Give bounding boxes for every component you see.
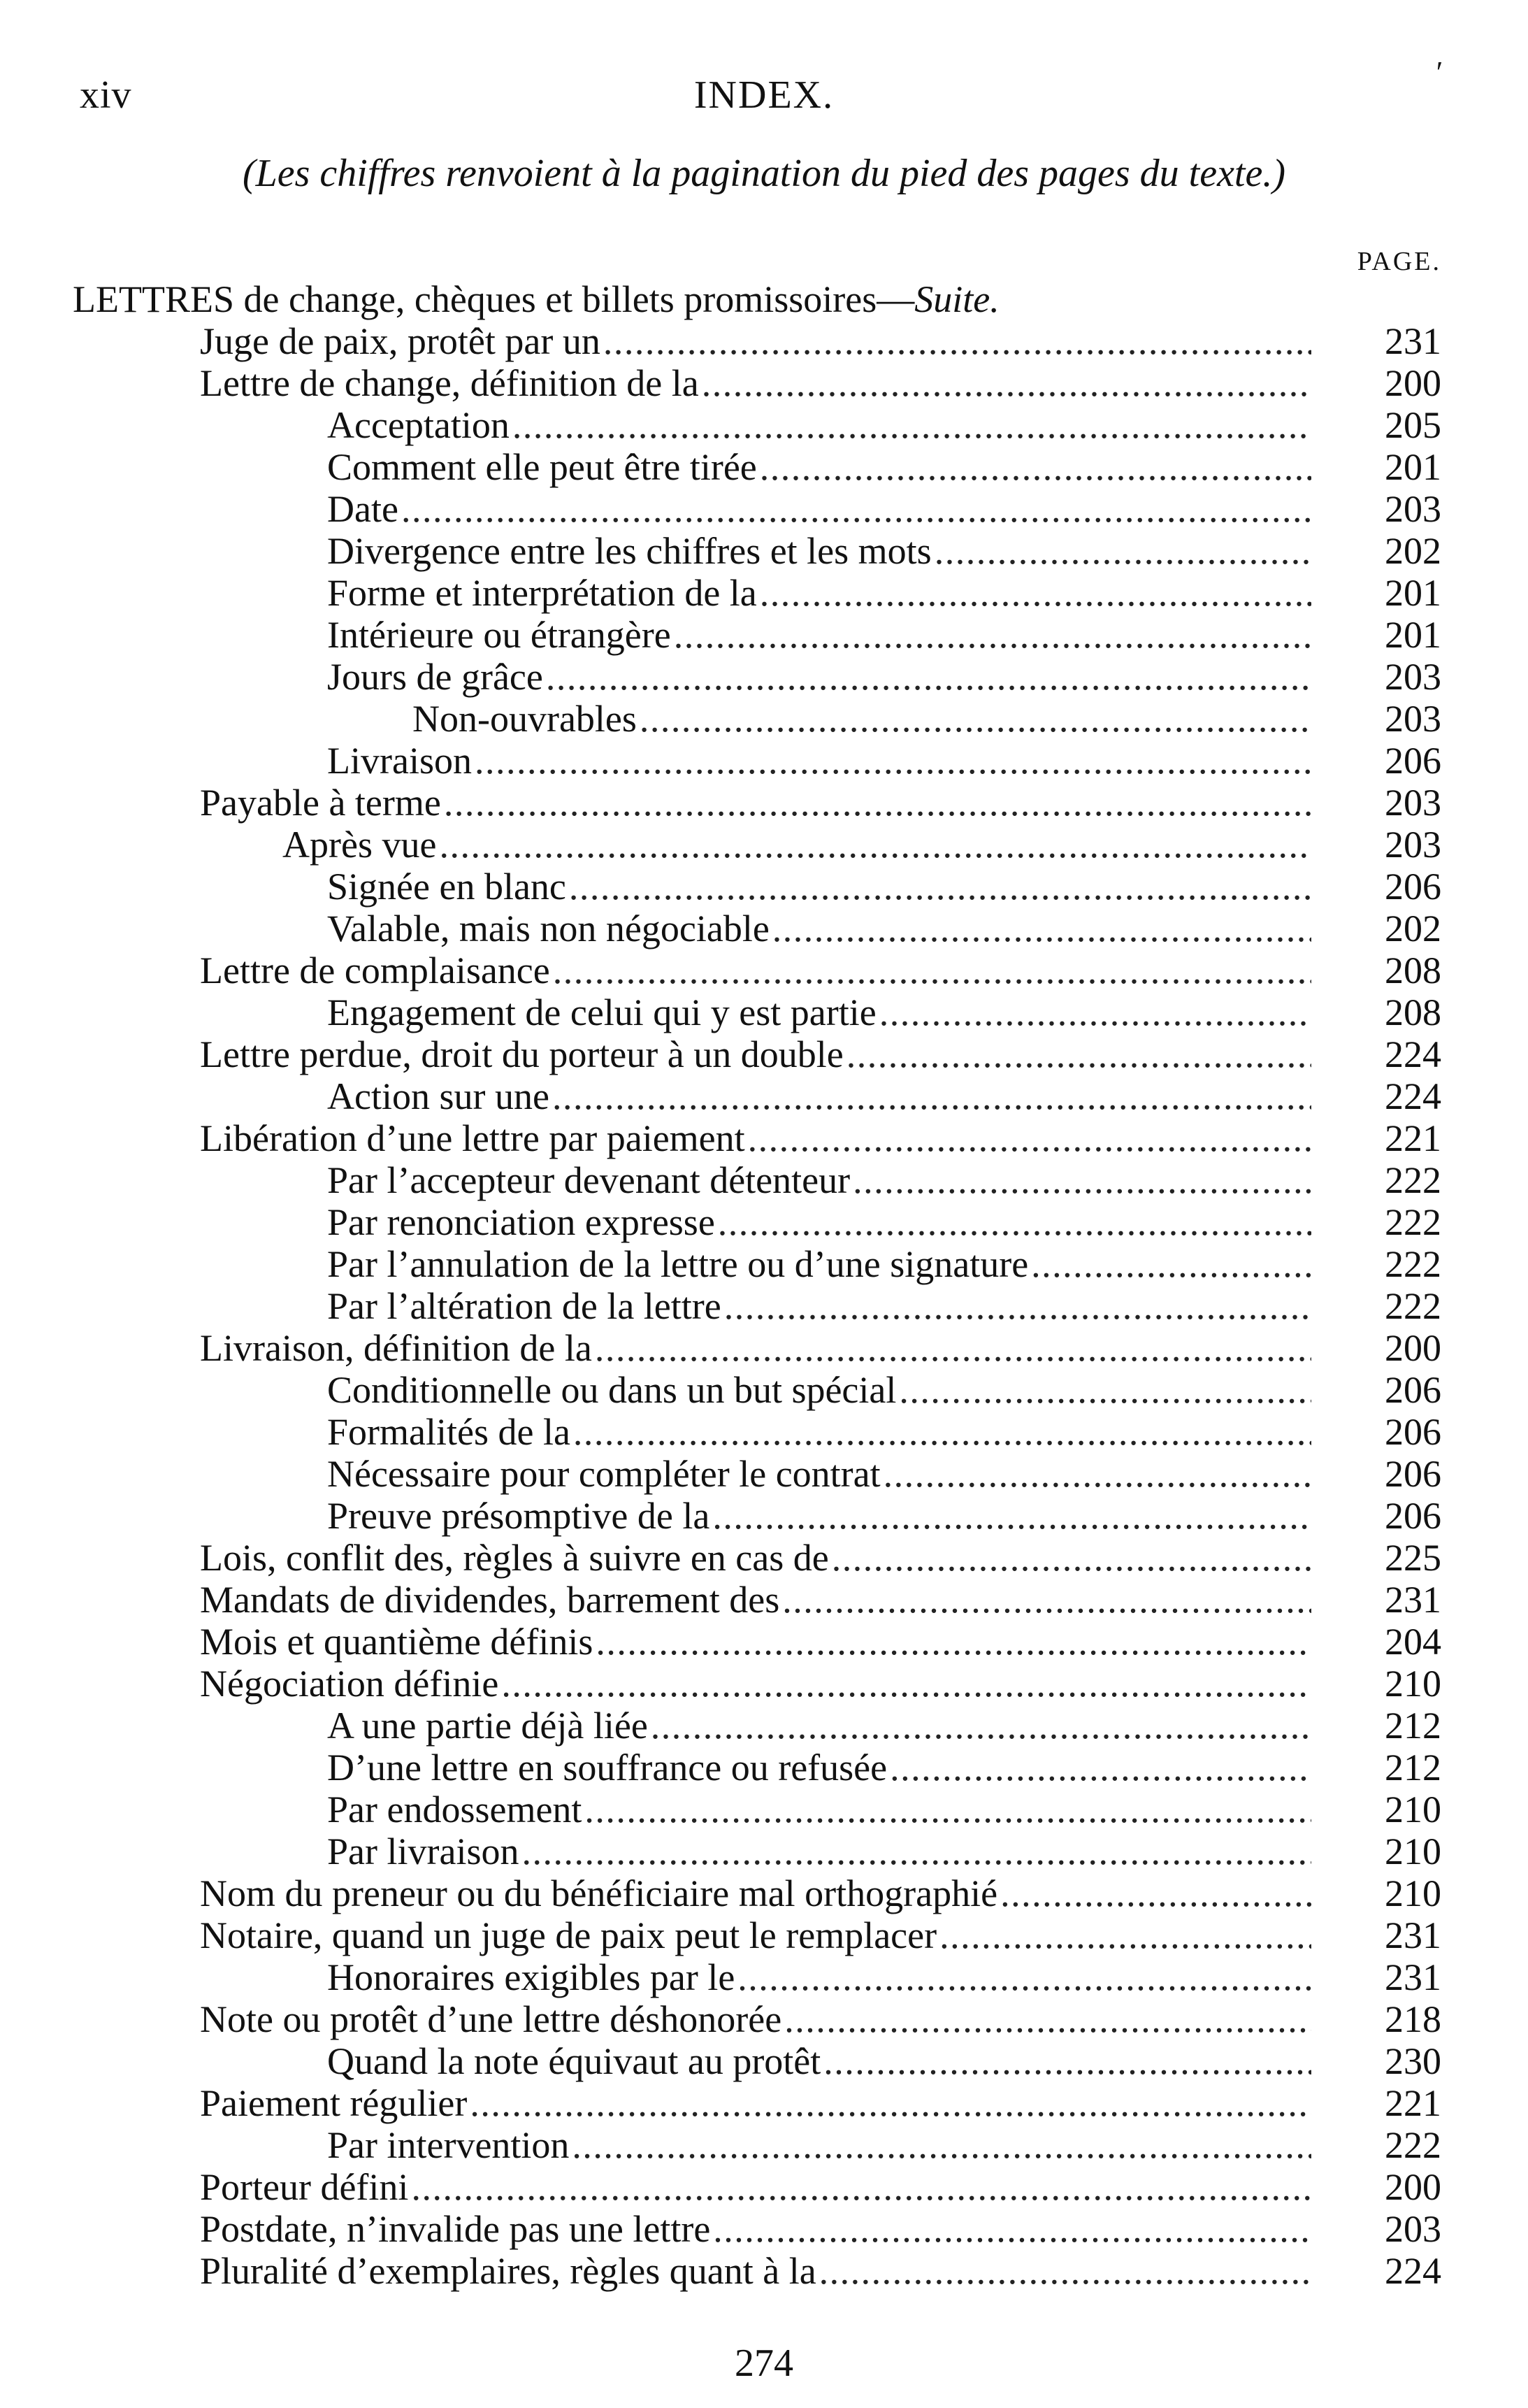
index-entry (0, 320, 1528, 362)
page-column-label: PAGE. (1357, 247, 1441, 276)
entry-label-line (327, 1453, 1311, 1495)
dot-leader (932, 530, 1311, 572)
entry-page-number: 224 (1385, 2250, 1441, 2292)
entry-label-line (327, 1747, 1311, 1789)
entry-label-line (327, 530, 1311, 572)
entry-label: Action sur une (327, 1075, 549, 1117)
entry-label: Paiement régulier (200, 2082, 468, 2124)
index-entry (0, 1285, 1528, 1327)
dot-leader (745, 1117, 1311, 1159)
entry-page-number: 222 (1385, 1285, 1441, 1327)
entry-page-number: 222 (1385, 2124, 1441, 2166)
entry-label-line (200, 1537, 1311, 1579)
entry-label-line (412, 698, 1311, 740)
section-heading-row (0, 278, 1528, 320)
dot-leader (543, 656, 1311, 698)
entry-label-line (327, 1369, 1311, 1411)
index-entry (0, 1914, 1528, 1956)
entry-page-number: 203 (1385, 656, 1441, 698)
entry-page-number: 200 (1385, 1327, 1441, 1369)
page-roman-numeral: xiv (80, 73, 132, 117)
dot-leader (569, 2124, 1311, 2166)
dot-leader (877, 991, 1311, 1033)
dot-leader (721, 1285, 1311, 1327)
entry-page-number: 203 (1385, 2208, 1441, 2250)
index-entry (0, 488, 1528, 530)
entry-label: Par l’altération de la lettre (327, 1285, 721, 1327)
dot-leader (441, 782, 1311, 824)
dot-leader (896, 1369, 1311, 1411)
entry-label-line (327, 1285, 1311, 1327)
index-entry (0, 404, 1528, 446)
entry-label: Valable, mais non négociable (327, 908, 770, 949)
dot-leader (582, 1789, 1311, 1830)
entry-label: Signée en blanc (327, 866, 566, 908)
entry-label-line (200, 1327, 1311, 1369)
entry-page-number: 222 (1385, 1159, 1441, 1201)
index-entry (0, 1789, 1528, 1830)
dot-leader (436, 824, 1311, 866)
dot-leader (398, 488, 1311, 530)
dot-leader (710, 2208, 1311, 2250)
dot-leader (408, 2166, 1311, 2208)
entry-label: Livraison, définition de la (200, 1327, 592, 1369)
entry-label: Intérieure ou étrangère (327, 614, 671, 656)
entry-label-line (327, 1705, 1311, 1747)
dot-leader (779, 1579, 1311, 1621)
entry-label-line (327, 908, 1311, 949)
entry-label-line (200, 1998, 1311, 2040)
entry-label: Conditionnelle ou dans un but spécial (327, 1369, 897, 1411)
entry-label: Acceptation (327, 404, 510, 446)
entry-page-number: 210 (1385, 1830, 1441, 1872)
entry-label: Juge de paix, protêt par un (200, 320, 600, 362)
index-entries (0, 278, 1528, 2292)
entry-page-number: 206 (1385, 1369, 1441, 1411)
entry-label-line (327, 1075, 1311, 1117)
entry-page-number: 208 (1385, 991, 1441, 1033)
index-entry (0, 991, 1528, 1033)
entry-label-line (327, 656, 1311, 698)
entry-label-line (327, 2124, 1311, 2166)
entry-page-number: 206 (1385, 1453, 1441, 1495)
entry-label: Nécessaire pour compléter le contrat (327, 1453, 881, 1495)
entry-label-line (200, 2208, 1311, 2250)
entry-label-line (327, 740, 1311, 782)
index-entry (0, 1537, 1528, 1579)
index-entry (0, 362, 1528, 404)
index-entry (0, 1453, 1528, 1495)
entry-page-number: 201 (1385, 446, 1441, 488)
entry-label-line (327, 1789, 1311, 1830)
index-entry (0, 1033, 1528, 1075)
dot-leader (498, 1663, 1311, 1705)
entry-label: Lettre de complaisance (200, 949, 550, 991)
index-entry (0, 908, 1528, 949)
entry-label-line (327, 1201, 1311, 1243)
page-number: 274 (735, 2342, 793, 2385)
entry-page-number: 210 (1385, 1872, 1441, 1914)
entry-page-number: 203 (1385, 698, 1441, 740)
dot-leader (887, 1747, 1311, 1789)
dot-leader (757, 572, 1311, 614)
index-entry (0, 2124, 1528, 2166)
dot-leader (510, 404, 1311, 446)
entry-label-line (327, 1243, 1311, 1285)
index-entry (0, 1579, 1528, 1621)
entry-label: D’une lettre en souffrance ou refusée (327, 1747, 888, 1789)
section-title: LETTRES de change, chèques et billets promissoires— (73, 278, 915, 320)
index-entry (0, 656, 1528, 698)
entry-label-line (200, 1579, 1311, 1621)
index-entry (0, 2082, 1528, 2124)
entry-page-number: 221 (1385, 2082, 1441, 2124)
entry-label-line (200, 362, 1311, 404)
dot-leader (881, 1453, 1311, 1495)
entry-page-number: 231 (1385, 320, 1441, 362)
entry-page-number: 201 (1385, 614, 1441, 656)
entry-label: Par l’accepteur devenant détenteur (327, 1159, 851, 1201)
entry-label: Non-ouvrables (412, 698, 637, 740)
entry-page-number: 206 (1385, 866, 1441, 908)
entry-label-line (327, 488, 1311, 530)
entry-label: Par intervention (327, 2124, 570, 2166)
entry-label-line (327, 446, 1311, 488)
entry-page-number: 204 (1385, 1621, 1441, 1663)
index-entry (0, 1663, 1528, 1705)
dot-leader (850, 1159, 1311, 1201)
entry-page-number: 202 (1385, 908, 1441, 949)
index-entry (0, 1411, 1528, 1453)
entry-page-number: 203 (1385, 824, 1441, 866)
entry-label: Nom du preneur ou du bénéficiaire mal orthographié (200, 1872, 998, 1914)
entry-label: Note ou protêt d’une lettre déshonorée (200, 1998, 782, 2040)
index-entry (0, 1369, 1528, 1411)
dot-leader (844, 1033, 1311, 1075)
entry-label: Lettre de change, définition de la (200, 362, 699, 404)
index-entry (0, 614, 1528, 656)
dot-leader (709, 1495, 1311, 1537)
entry-label: Notaire, quand un juge de paix peut le remplacer (200, 1914, 937, 1956)
index-entry (0, 949, 1528, 991)
entry-page-number: 210 (1385, 1789, 1441, 1830)
entry-page-number: 208 (1385, 949, 1441, 991)
entry-label: Jours de grâce (327, 656, 543, 698)
entry-page-number: 212 (1385, 1705, 1441, 1747)
entry-page-number: 206 (1385, 740, 1441, 782)
index-entry (0, 1621, 1528, 1663)
entry-page-number: 202 (1385, 530, 1441, 572)
entry-label: Formalités de la (327, 1411, 570, 1453)
entry-label-line (327, 1411, 1311, 1453)
entry-page-number: 200 (1385, 362, 1441, 404)
entry-label-line (200, 320, 1311, 362)
entry-page-number: 231 (1385, 1914, 1441, 1956)
dot-leader (648, 1705, 1311, 1747)
entry-label-line (200, 2250, 1311, 2292)
entry-label: Engagement de celui qui y est partie (327, 991, 877, 1033)
entry-page-number: 212 (1385, 1747, 1441, 1789)
dot-leader (1028, 1243, 1311, 1285)
entry-label: Mandats de dividendes, barrement des (200, 1579, 780, 1621)
index-entry (0, 1830, 1528, 1872)
dot-leader (519, 1830, 1311, 1872)
index-entry (0, 1495, 1528, 1537)
index-entry (0, 2166, 1528, 2208)
dot-leader (770, 908, 1311, 949)
section-suite: Suite. (914, 278, 1000, 320)
index-entry (0, 1243, 1528, 1285)
entry-page-number: 222 (1385, 1201, 1441, 1243)
index-entry (0, 2208, 1528, 2250)
entry-label-line (327, 1495, 1311, 1537)
entry-label: Preuve présomptive de la (327, 1495, 710, 1537)
index-entry (0, 1075, 1528, 1117)
entry-label-line (327, 866, 1311, 908)
entry-label-line (200, 1117, 1311, 1159)
entry-label-line (200, 1663, 1311, 1705)
entry-label-line (200, 1872, 1311, 1914)
entry-page-number: 201 (1385, 572, 1441, 614)
entry-label-line (200, 2082, 1311, 2124)
index-entry (0, 1956, 1528, 1998)
entry-label: Quand la note équivaut au protêt (327, 2040, 821, 2082)
index-entry (0, 1201, 1528, 1243)
dot-leader (550, 949, 1311, 991)
entry-label-line (327, 1956, 1311, 1998)
entry-label: Honoraires exigibles par le (327, 1956, 735, 1998)
entry-label-line (327, 2040, 1311, 2082)
entry-page-number: 206 (1385, 1495, 1441, 1537)
dot-leader (467, 2082, 1311, 2124)
entry-label: Livraison (327, 740, 472, 782)
dot-leader (549, 1075, 1311, 1117)
dot-leader (566, 866, 1311, 908)
entry-page-number: 203 (1385, 782, 1441, 824)
entry-label: Après vue (282, 824, 437, 866)
entry-label: Négociation définie (200, 1663, 499, 1705)
dot-leader (829, 1537, 1311, 1579)
entry-label: Forme et interprétation de la (327, 572, 757, 614)
entry-label: Comment elle peut être tirée (327, 446, 757, 488)
dot-leader (472, 740, 1311, 782)
entry-page-number: 224 (1385, 1033, 1441, 1075)
dot-leader (821, 2040, 1311, 2082)
entry-label-line (327, 404, 1311, 446)
section-heading (73, 278, 1000, 320)
entry-label-line (200, 1621, 1311, 1663)
entry-page-number: 210 (1385, 1663, 1441, 1705)
dot-leader (937, 1914, 1311, 1956)
entry-page-number: 225 (1385, 1537, 1441, 1579)
entry-page-number: 222 (1385, 1243, 1441, 1285)
entry-label-line (282, 824, 1311, 866)
entry-page-number: 200 (1385, 2166, 1441, 2208)
index-entry (0, 1705, 1528, 1747)
index-entry (0, 2040, 1528, 2082)
entry-label-line (327, 991, 1311, 1033)
entry-label: Lettre perdue, droit du porteur à un double (200, 1033, 844, 1075)
index-entry (0, 1117, 1528, 1159)
index-entry (0, 2250, 1528, 2292)
dot-leader (816, 2250, 1311, 2292)
entry-label-line (200, 2166, 1311, 2208)
entry-label-line (200, 1033, 1311, 1075)
entry-label: Par livraison (327, 1830, 519, 1872)
entry-page-number: 230 (1385, 2040, 1441, 2082)
entry-label: Postdate, n’invalide pas une lettre (200, 2208, 711, 2250)
entry-label-line (200, 1914, 1311, 1956)
entry-label: Par endossement (327, 1789, 582, 1830)
dot-leader (671, 614, 1311, 656)
entry-label: Lois, conflit des, règles à suivre en cas de (200, 1537, 829, 1579)
index-entry (0, 1998, 1528, 2040)
entry-page-number: 231 (1385, 1956, 1441, 1998)
entry-page-number: 218 (1385, 1998, 1441, 2040)
index-entry (0, 446, 1528, 488)
entry-page-number: 205 (1385, 404, 1441, 446)
entry-label: Par l’annulation de la lettre ou d’une signature (327, 1243, 1029, 1285)
entry-label-line (200, 949, 1311, 991)
dot-leader (735, 1956, 1311, 1998)
entry-label-line (327, 1159, 1311, 1201)
dot-leader (715, 1201, 1311, 1243)
dot-leader (757, 446, 1311, 488)
entry-label: Divergence entre les chiffres et les mots (327, 530, 932, 572)
entry-page-number: 231 (1385, 1579, 1441, 1621)
entry-label: A une partie déjà liée (327, 1705, 648, 1747)
dot-leader (699, 362, 1311, 404)
index-entry (0, 572, 1528, 614)
entry-label-line (327, 572, 1311, 614)
entry-label-line (200, 782, 1311, 824)
dot-leader (637, 698, 1311, 740)
dot-leader (600, 320, 1311, 362)
entry-label: Payable à terme (200, 782, 441, 824)
entry-label-line (327, 1830, 1311, 1872)
index-entry (0, 1159, 1528, 1201)
index-entry (0, 866, 1528, 908)
entry-label: Libération d’une lettre par paiement (200, 1117, 745, 1159)
entry-label: Porteur défini (200, 2166, 409, 2208)
index-entry (0, 1872, 1528, 1914)
index-entry (0, 1327, 1528, 1369)
index-entry (0, 824, 1528, 866)
entry-label: Par renonciation expresse (327, 1201, 715, 1243)
dot-leader (781, 1998, 1311, 2040)
dot-leader (997, 1872, 1311, 1914)
index-entry (0, 782, 1528, 824)
index-entry (0, 530, 1528, 572)
dot-leader (570, 1411, 1311, 1453)
entry-page-number: 203 (1385, 488, 1441, 530)
index-entry (0, 698, 1528, 740)
index-entry (0, 740, 1528, 782)
index-note: (Les chiffres renvoient à la pagination du pied des pages du texte.) (242, 152, 1285, 195)
entry-label: Pluralité d’exemplaires, règles quant à la (200, 2250, 816, 2292)
entry-label-line (327, 614, 1311, 656)
entry-page-number: 224 (1385, 1075, 1441, 1117)
ink-mark: ′ (1434, 55, 1441, 89)
entry-label: Date (327, 488, 398, 530)
dot-leader (593, 1621, 1311, 1663)
entry-page-number: 221 (1385, 1117, 1441, 1159)
index-entry (0, 1747, 1528, 1789)
entry-page-number: 206 (1385, 1411, 1441, 1453)
entry-label: Mois et quantième définis (200, 1621, 593, 1663)
page-title: INDEX. (693, 73, 835, 117)
dot-leader (592, 1327, 1311, 1369)
